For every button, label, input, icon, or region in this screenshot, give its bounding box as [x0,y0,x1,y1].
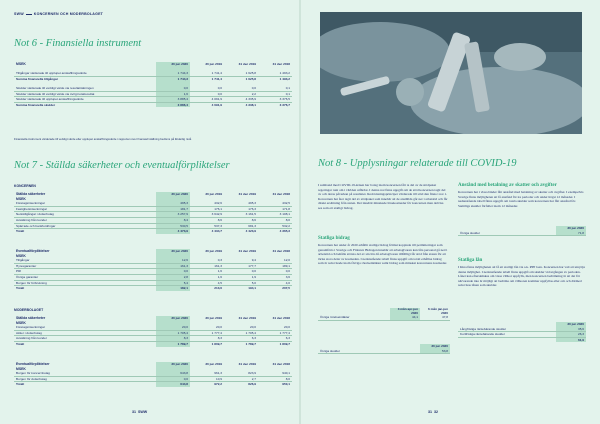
cell: 4,5 [190,280,224,286]
note7-block-securities-group [14,192,292,234]
cell: 182,1 [156,286,190,291]
cell: 1 744,3 [156,71,190,76]
cell: 3 886,4 [156,102,190,107]
row-label: Borgen för förbrukning [14,280,156,286]
cell: 1 741,4 [211,76,222,81]
row-label: Nettotillgångar i dotterbolag [14,212,156,218]
cell: 8,4 [156,217,190,223]
cell: 4 335,9 [224,97,258,103]
cell: 20,0 [224,325,258,330]
note7-block-securities-parent [14,316,292,347]
cell: 1 777,4 [258,330,292,336]
note6-table [14,62,292,107]
cell: 161,3 [156,263,190,269]
note6-header-3: 31 dec 2019 [238,62,256,66]
cell: 3 642,9 [190,212,224,218]
cell: 8,3 [190,336,224,342]
cell: 2,8 [156,274,190,280]
row-label: Tillgångar värderade till upplupet anskaffningsvärde [14,71,156,76]
cell: 8,0 [258,376,292,382]
cell: 6,3 [258,336,292,342]
row-label: Fastighetsinteckningar [14,206,156,212]
row-label: Långfristiga räntebärande skulder [458,327,556,332]
row-label: Avsättning från kunder [14,217,156,223]
cell: 2,2 [224,91,258,97]
cell: 495,3 [156,201,190,206]
cell: 4 423,9 [224,229,258,234]
header-cell: 31 dec 2018 [272,192,290,196]
header-cell: 30 jun 2020 [156,362,190,367]
unit-label: MSEK [16,320,26,325]
cell: 0,0 [156,86,190,91]
header-cell: 6 mån jan-jun 2020 [428,307,448,315]
row-label: PRI [14,269,156,275]
cell: 4 365,3 [258,229,292,234]
page-number-left: 31 SWW [132,410,148,414]
cell: 176,3 [224,206,258,212]
note6-title: Not 6 - Finansiella instrument [14,38,142,49]
right-page [300,0,600,424]
header-cell: 30 jun 2019 [205,249,222,253]
header-cell: 3 mån apr-jun 2020 [390,308,420,315]
note8-intro: I samband med COVID-19-krisen har bolag inom koncernen fått ta del av de stödpaket regeringar runt om i världen utfärdat. I denna not finns uppgift om de stöd koncernen tagit del av och deras påverkan på resultatet. Redovisningsprinciper värderade till stöd den finns i not 1. Koncernen har åter tagit del av stödpaket som innebär att de anställda går ner i arbetstid och får direkt ersättning från staten. Det innebär minskade lönekostnader för koncernen men delvisa ses som ett statligt bidrag. [318,183,448,210]
cell: 537,3 [190,223,224,229]
cell: 207,5 [258,286,292,291]
cell: 181,7 [156,206,190,212]
row-label: Övriga skulder [458,231,556,236]
total-row: Totalt 1 789,7 1 809,7 1 789,7 1 809,7 [16,341,290,346]
cell: 4 091,9 [190,97,224,103]
header-cell: 30 jun 2020 [156,316,190,321]
row-label: Övriga garantier [14,274,156,280]
state-loans-table [458,322,586,342]
cell: 1 789,7 [224,341,258,346]
cell: 8,3 [156,336,190,342]
cell: 35,6 [556,327,586,332]
table-row [458,231,586,236]
cell: 3 885,4 [156,97,190,103]
cleaning-tools-photo [320,12,582,134]
row-label: Skulder värderade till upplupet anskaffningsvärde [14,97,156,103]
cell: 3 376,7 [279,102,290,107]
other-liabilities-table [318,344,450,354]
cell: 47,8 [420,315,450,320]
cell: 53,8 [420,349,450,354]
table-row [14,102,292,107]
cell: 823,9 [224,371,258,376]
row-label: Övriga rörelseintäkter [318,315,390,320]
cell: 6,3 [224,336,258,342]
cell: 8,0 [258,217,292,223]
cell: 4 473,9 [156,229,190,234]
heading-statliga-bidrag: Statliga bidrag [318,236,350,241]
cell: 940,1 [258,371,292,376]
unit-label: MSEK [16,366,26,371]
cell: 1 809,7 [190,341,224,346]
running-head [14,12,103,16]
cell: 20,0 [258,325,292,330]
cell: 0,3 [190,258,224,263]
block-title: Eventualförpliktelser [16,362,50,366]
row-label: Borgen för koncernbolag [14,371,156,376]
anstand-text: Koncernen har i vissa länder fått anstånd med betalning av skatter och avgifter. I exempelvis Sverige finns möjligheten att få anstånd för tre perioder och under högst 12 månader. I nedanstående tabell finns uppgift om totala skulder som koncernen har fått anstånd för. Samtliga skulder förfaller inom 12 månader. [458,190,584,208]
header-cell: 30 jun 2020 [420,344,450,349]
cell: 0,0 [258,269,292,275]
cell: 0,0 [156,376,190,382]
cell: 0,1 [258,86,292,91]
cell: 961,3 [190,371,224,376]
running-head-mark: SWW [14,12,24,16]
cell: 3 376,5 [258,97,292,103]
row-label: Borgen för dotterbolag [14,376,156,382]
unit-label: MSEK [16,196,26,201]
block-title: Ställda säkerheter [16,192,46,196]
cell: 1 705,4 [156,330,190,336]
cell: 8,6 [190,217,224,223]
header-cell: 31 dec 2019 [238,362,256,366]
cell: 0,0 [224,269,258,275]
block-title: Ställda säkerheter [16,316,46,320]
header-cell: 30 jun 2020 [556,226,586,231]
total-row: Totalt 644,8 972,2 826,9 950,1 [16,382,290,387]
deferral-table [458,226,586,236]
row-label: Hyresgarantier [14,263,156,269]
cell: 3 108,1 [258,212,292,218]
note7-block-contingent-group [14,249,292,291]
cell: 5,4 [156,280,190,286]
note8-title: Not 8 - Upplysningar relaterade till COVID-19 [318,158,517,169]
note6-unit: MSEK [16,62,26,66]
cell: 5,0 [224,280,258,286]
cell: 1 809,7 [258,341,292,346]
row-label: Tillgångar [14,258,156,263]
row-label: Övriga skulder [318,349,420,354]
heading-anstand: Anstånd med betalning av skatter och avgifter [458,183,557,188]
cell: 4 434,7 [190,229,224,234]
grants-table [318,308,450,321]
header-cell: 30 jun 2020 [156,249,190,254]
header-cell: 31 dec 2018 [272,362,290,366]
cell: 1 625,8 [224,71,258,76]
cell: 3 161,5 [224,212,258,218]
cell: 1 705,4 [224,330,258,336]
cell: 4 091,9 [211,102,222,107]
cell: 0,0 [190,91,224,97]
block-title: Eventualförpliktelser [16,249,50,253]
cell: 643,8 [156,371,190,376]
cell: 213,6 [190,286,224,291]
row-label: Skulder värderade till verkligt värde via resultaträkningen [14,86,156,91]
cell: 3,6 [258,274,292,280]
row-label: Summa finansiella skulder [16,102,56,107]
page-number-right: 31 32 [428,410,438,414]
cell: 1 493,2 [258,71,292,76]
cell: 61,9 [556,337,586,342]
cell: 1 493,2 [279,76,290,81]
cell: 432,6 [190,201,224,206]
cell: 177,7 [224,263,258,269]
cell: 10,9 [190,376,224,382]
cell: 1 744,3 [156,76,190,81]
row-label: Företagsinteckningar [14,201,156,206]
header-cell: 31 dec 2018 [272,249,290,253]
cell: 12,0 [258,258,292,263]
cell: 681,3 [224,223,258,229]
cell: 3 257,9 [156,212,190,218]
cell: 644,8 [156,382,190,387]
cell: 0,0 [156,269,190,275]
note6-header-1: 30 jun 2020 [156,62,190,67]
note7-section-koncernen: KONCERNEN [14,184,36,188]
cell: 1 777,4 [190,330,224,336]
cell: 194,1 [224,286,258,291]
header-cell: 31 dec 2019 [238,316,256,320]
total-row: Totalt 4 473,9 4 434,7 4 423,9 4 365,3 [16,229,290,234]
note7-title: Not 7 - Ställda säkerheter och eventualförpliktelser [14,160,230,171]
cell: 0,0 [224,86,258,91]
cell: 0,0 [190,86,224,91]
cell: 20,0 [156,325,190,330]
note6-header-4: 31 dec 2018 [272,62,290,66]
row-label: Avsättning från kunder [14,336,156,342]
cell: 20,0 [190,325,224,330]
header-cell: 30 jun 2019 [205,192,222,196]
cell: 8,6 [224,217,258,223]
statliga-bidrag-text: Koncernen har under år 2020 erhållit statliga bidrag främst kopplade till permitteringar som genomförts i Sverige och Finland. Bidragen innebär att arbetsgivaren kan låta personal gå ned i arbetstid och behålla största del av sin lön då arbetsgivaren tillfälligt får stöd från staten för att täcka stora delar av kostnaden. I nedanstående tabell finns uppgift om totalt erhållna bidrag som är redovisade inom Övriga rörelseintäkter samt bidrag som minskat koncernens kostnader. [318,243,448,265]
total-row: Totalt 182,1 213,6 194,1 207,5 [16,286,290,291]
header-cell: 31 dec 2019 [238,192,256,196]
cell: 950,1 [258,382,292,387]
heading-statliga-lan: Statliga lån [458,258,483,263]
header-cell: 31 dec 2019 [238,249,256,253]
cell: 1 789,7 [156,341,190,346]
cell: 2,7 [224,376,258,382]
row-label: Aktier i dotterbolag [14,330,156,336]
note7-block-contingent-parent [14,362,292,387]
cell: 826,9 [224,382,258,387]
header-cell: 31 dec 2018 [272,316,290,320]
running-head-title: KONCERNEN OCH MODERBOLAGET [33,12,104,16]
cell: 189,1 [258,263,292,269]
header-cell: 30 jun 2019 [205,362,222,366]
cell: 530,5 [156,223,190,229]
row-label: Summa finansiella tillgångar [16,76,58,81]
cell: 176,1 [190,206,224,212]
note6-footnote: Finansiella instrument värderade till verkligt värde eller upplupet anskaffningsvärde i rapporten över finansiell ställning bedöms på likvärdig nivå. [14,137,192,141]
row-label: Kortfristiga räntebärande skulder [458,332,556,338]
header-cell: 30 jun 2020 [556,322,586,327]
table-row [318,315,450,320]
statliga-lan-text: I Kina finns möjligheten att få ett statligt lån via s.k. PPP loan. Koncernen har valt att utnyttja denna möjlighet. I nedanstående tabell finns uppgift om skulder vid utgången av perioden. Lånet kan efterskänkas om vissa villkor uppfylls, men koncernen bedömning är att det för närvarande inte är möjligt att bedöma om villkoren kommer uppfyllas eller om och därmed redovisas lånen som skulder. [458,265,585,287]
total-row [458,337,586,342]
cell: 432,5 [258,201,292,206]
table-row [318,349,450,354]
unit-label: MSEK [16,253,26,258]
row-label: Spärrade och bankfordringar [14,223,156,229]
cell: 71,8 [556,231,586,236]
cell: 171,8 [258,206,292,212]
cell: 12,6 [156,258,190,263]
header-cell: 30 jun 2020 [156,192,190,197]
cell: 4 338,1 [245,102,256,107]
cell: 1 741,4 [190,71,224,76]
cell: 161,3 [190,263,224,269]
cell: 1,9 [224,274,258,280]
note7-section-moderbolaget: MODERBOLAGET [14,308,44,312]
cell: 1 625,8 [245,76,256,81]
cell: 44,1 [390,315,420,320]
row-label: Skulder värderade till verkligt värde via övrigt totalresultat [14,91,156,97]
cell: 4,0 [258,280,292,286]
cell: 26,3 [556,332,586,338]
cell: 1,6 [190,269,224,275]
cell: 1,6 [190,274,224,280]
row-label: Företagsinteckningar [14,325,156,330]
note6-header-2: 30 jun 2019 [205,62,222,66]
cell: 532,2 [258,223,292,229]
cell: 0,1 [258,91,292,97]
cell: 972,2 [190,382,224,387]
header-cell: 30 jun 2019 [205,316,222,320]
cell: 1,6 [156,91,190,97]
cell: 9,4 [224,258,258,263]
cell: 495,3 [224,201,258,206]
